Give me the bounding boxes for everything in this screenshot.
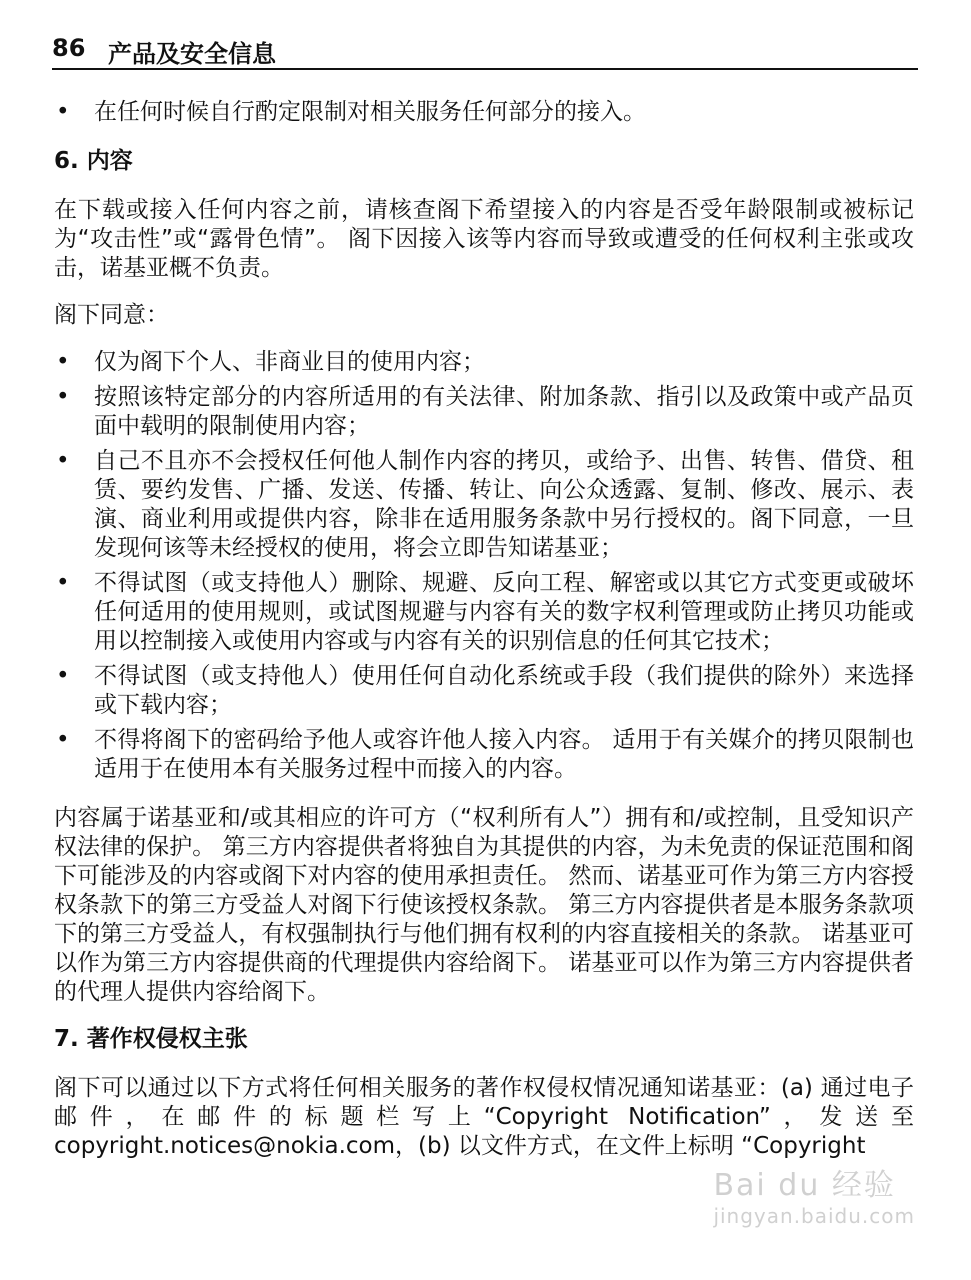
page-number: 86 xyxy=(52,34,86,62)
list-item: • 不得试图（或支持他人）删除、规避、反向工程、解密或以其它方式变更或破坏任何适用的使用规则，或试图规避与内容有关的数字权利管理或防止拷贝功能或用以控制接入或使用内容或与内容有关的识别信息的任何其它技术； xyxy=(56,570,914,654)
bullet-dot-icon: • xyxy=(56,349,70,375)
page-header xyxy=(52,30,918,70)
list-item: • 不得将阁下的密码给予他人或容许他人接入内容。 适用于有关媒介的拷贝限制也适用于在使用本有关服务过程中而接入的内容。 xyxy=(56,727,914,782)
bullet-dot-icon: • xyxy=(56,384,70,410)
watermark-logo: Bai du 经验 jingyan.baidu.com xyxy=(713,1168,915,1228)
ownership-paragraph: 内容属于诺基亚和/或其相应的许可方（“权利所有人”）拥有和/或控制，且受知识产权法律的保护。 第三方内容提供者将独自为其提供的内容，为未免责的保证范围和阁下可能涉及的内容或阁下对内容的使用承担责任。 然而、诺基亚可作为第三方内容授权条款下的第三方受益人对阁下行使该授权条款。 第三方内容提供者是本服务条款项下的第三方受益人，有权强制执行与他们拥有权利的内容直接相关的条款。 诺基亚可以作为第三方内容提供商的代理提供内容给阁下。 诺基亚可以作为第三方内容提供者的代理人提供内容给阁下。 xyxy=(54,805,914,1005)
document-body xyxy=(54,98,914,1179)
list-item: • 按照该特定部分的内容所适用的有关法律、附加条款、指引以及政策中或产品页面中载明的限制使用内容； xyxy=(56,384,914,439)
section-7-body: 阁下可以通过以下方式将任何相关服务的著作权侵权情况通知诺基亚：(a) 通过电子邮件，在邮件的标题栏写上“Copyright Notification”，发送至 copyright.notices@nokia.com，(b) 以文件方式，在文件上标明 “Copyright xyxy=(54,1075,914,1159)
agreement-bullet-list xyxy=(54,348,914,784)
bullet-dot-icon: • xyxy=(56,727,70,753)
bullet-dot-icon: • xyxy=(56,99,70,125)
list-item: • 自己不且亦不会授权任何他人制作内容的拷贝，或给予、出售、转售、借贷、租赁、要约发售、广播、发送、传播、转让、向公众透露、复制、修改、展示、表演、商业利用或提供内容，除非在适用服务条款中另行授权的。阁下同意，一旦发现何该等未经授权的使用，将会立即告知诺基亚； xyxy=(56,448,914,561)
bullet-dot-icon: • xyxy=(56,448,70,474)
agree-label: 阁下同意： xyxy=(54,302,169,328)
section-7-heading: 7. 著作权侵权主张 xyxy=(54,1026,248,1052)
list-item: • 在任何时候自行酌定限制对相关服务任何部分的接入。 xyxy=(56,99,646,125)
top-bullet-list xyxy=(54,98,914,127)
section-6-intro: 在下载或接入任何内容之前，请核查阁下希望接入的内容是否受年龄限制或被标记为“攻击性”或“露骨色情”。 阁下因接入该等内容而导致或遭受的任何权利主张或攻击，诺基亚概不负责。 xyxy=(54,197,914,281)
running-title: 产品及安全信息 xyxy=(108,40,276,68)
section-6-heading: 6. 内容 xyxy=(54,148,133,174)
list-item: • 仅为阁下个人、非商业目的使用内容； xyxy=(56,349,485,375)
list-item: • 不得试图（或支持他人）使用任何自动化系统或手段（我们提供的除外）来选择或下载内容； xyxy=(56,663,914,718)
bullet-dot-icon: • xyxy=(56,663,70,689)
bullet-dot-icon: • xyxy=(56,570,70,596)
